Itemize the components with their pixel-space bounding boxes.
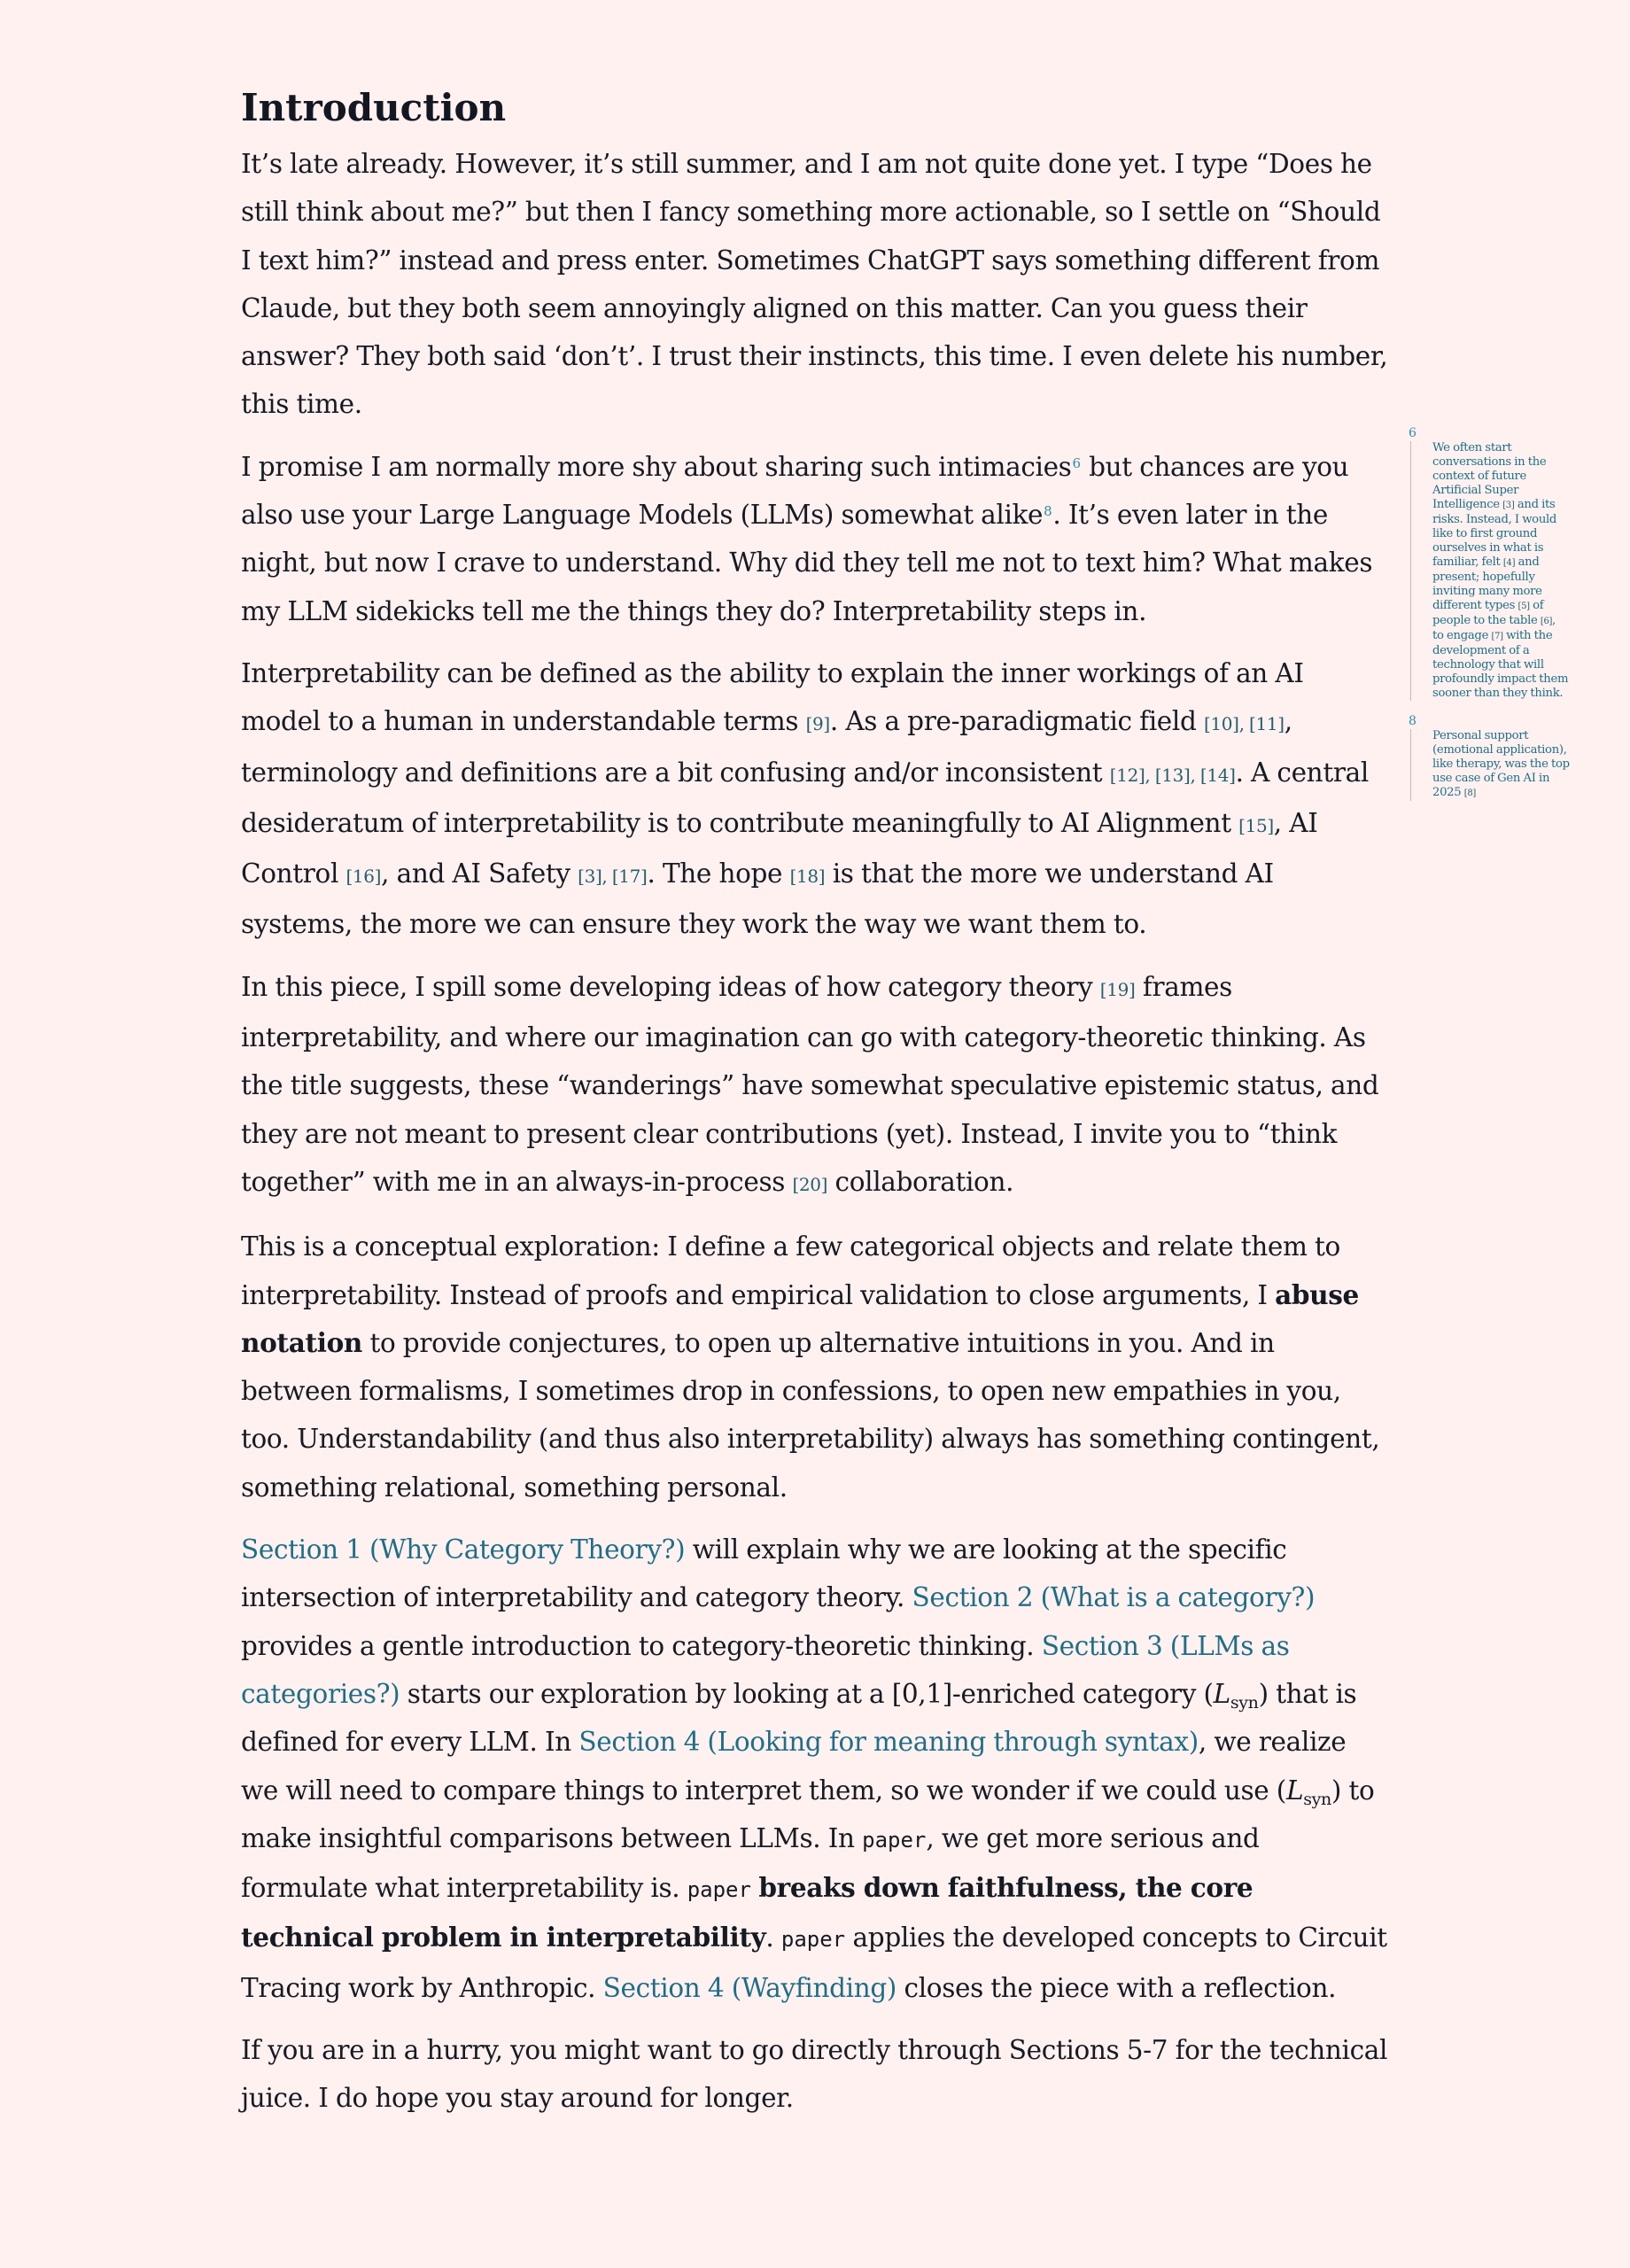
citation-5[interactable]: [5]	[1517, 602, 1530, 611]
citation-14[interactable]: [14]	[1199, 764, 1236, 786]
link-section-2[interactable]: Section 2 (What is a category?)	[912, 1582, 1316, 1613]
text-segment: but chances are you also use your Large Language Models (LLMs) somewhat alike	[241, 451, 1349, 531]
footnote-ref-6[interactable]: 6	[1072, 454, 1081, 471]
citation-15[interactable]: [15]	[1238, 814, 1274, 836]
paragraph-intimacies	[241, 443, 1389, 635]
text-segment: , terminology and definitions are a bit confusing and/or inconsistent	[241, 706, 1292, 788]
text-segment: applies the developed concepts to Circuit Tracing work by Anthropic.	[241, 1922, 1387, 2003]
text-segment: This is a conceptual exploration: I define a few categorical objects and relate them to interpretability. Instead of proofs and empirical validation to close arguments, I	[241, 1231, 1340, 1310]
text-segment: and its risks. Instead, I would like to first ground ourselves in what is familiar, felt	[1432, 498, 1557, 569]
text-segment: . As a pre-paradigmatic field	[829, 706, 1204, 737]
citation-11[interactable]: [11]	[1249, 713, 1285, 735]
paragraph-hurry: If you are in a hurry, you might want to go directly through Sections 5-7 for the technical juice. I do hope you stay around for longer.	[241, 2034, 1388, 2114]
text-segment: We often start conversations in the context of future Artificial Super Intelligence	[1432, 441, 1547, 511]
paragraph-interpretability-definition	[241, 649, 1389, 949]
citation-13[interactable]: [13]	[1154, 764, 1191, 786]
paragraph-this-piece	[241, 963, 1389, 1208]
code-paper: paper	[687, 1877, 751, 1903]
text-segment: collaboration.	[827, 1166, 1014, 1197]
citation-separator: ,	[1238, 713, 1250, 735]
sidenote-number: 6	[1409, 426, 1417, 440]
citation-8[interactable]: [8]	[1463, 788, 1477, 798]
text-segment: Personal support (emotional application), like therapy, was the top use case of Gen AI in 2025	[1432, 729, 1570, 799]
math-subscript: syn	[1303, 1789, 1331, 1809]
text-segment: , and AI Safety	[381, 858, 578, 889]
text-segment: . A central desideratum of interpretability is to contribute meaningfully to AI Alignment	[241, 757, 1369, 838]
text-segment: frames interpretability, and where our imagination can go with category-theoretic thinking. As the title suggests, these “wanderings” have somewhat speculative epistemic status, and they are not meant to present clear contributions (yet). Instead, I invite you to “think together” with me in an always-in-process	[241, 971, 1379, 1197]
sidenote-body	[1410, 729, 1570, 801]
citation-3[interactable]: [3]	[578, 866, 602, 888]
code-paper: paper	[780, 1927, 846, 1953]
citation-7[interactable]: [7]	[1491, 632, 1503, 641]
text-segment: In this piece, I spill some developing ideas of how category theory	[241, 971, 1100, 1002]
math-subscript: syn	[1230, 1692, 1259, 1713]
text-segment: ) to make insightful comparisons between LLMs. In	[241, 1775, 1375, 1853]
text-segment: starts our exploration by looking at a [0,1]-enriched category (	[400, 1678, 1214, 1709]
text-segment: . The hope	[647, 858, 790, 889]
link-section-wayfinding[interactable]: Section 4 (Wayfinding)	[602, 1972, 897, 2003]
sidenote-8	[1409, 713, 1570, 801]
math-l-syn	[1213, 1678, 1259, 1713]
math-symbol: L	[1285, 1775, 1304, 1806]
citation-20[interactable]: [20]	[792, 1173, 828, 1195]
text-segment: with the development of a technology that will profoundly impact them sooner than they think.	[1432, 629, 1569, 700]
text-segment: , we realize we will need to compare things to interpret them, so we wonder if we could use (	[241, 1727, 1347, 1806]
text-segment: of people to the table	[1432, 599, 1544, 627]
text-segment: will explain why we are looking at the specific intersection of interpretability and category theory.	[241, 1534, 1287, 1613]
citation-18[interactable]: [18]	[789, 866, 826, 888]
link-section-1[interactable]: Section 1 (Why Category Theory?)	[241, 1534, 686, 1565]
citation-9[interactable]: [9]	[805, 713, 830, 735]
sidenote-number: 8	[1409, 714, 1417, 728]
article	[241, 78, 1389, 2137]
math-l-syn	[1285, 1775, 1331, 1809]
text-segment: ) that is defined for every LLM. In	[241, 1678, 1357, 1758]
citation-4[interactable]: [4]	[1502, 558, 1516, 568]
text-segment: , to engage	[1432, 614, 1556, 642]
text-segment: . It’s even later in the night, but now I crave to understand. Why did they tell me not to text him? What makes my LLM sidekicks tell me the things they do? Interpretability steps in.	[241, 500, 1373, 626]
citation-12[interactable]: [12]	[1109, 764, 1145, 786]
paragraph-opening: It’s late already. However, it’s still summer, and I am not quite done yet. I type “Does he still think about me?” but then I fancy something more actionable, so I settle on “Should I text him?” instead and press enter. Sometimes ChatGPT says something different from Claude, but they both seem annoyingly aligned on this matter. Can you guess their answer? They both said ‘don’t’. I trust their instincts, this time. I even delete his number, this time.	[241, 149, 1388, 420]
citation-6[interactable]: [6]	[1540, 617, 1553, 626]
bold-abuse-notation: abuse notation	[241, 1278, 1359, 1358]
text-segment: closes the piece with a reflection.	[896, 1972, 1337, 2003]
citation-separator: ,	[1145, 764, 1155, 786]
sidenote-6	[1409, 425, 1570, 701]
text-segment: to provide conjectures, to open up alternative intuitions in you. And in between formalisms, I sometimes drop in confessions, to open new empathies in you, too. Understandability (and thus also interpretability) always has something contingent, something relational, something personal.	[241, 1327, 1380, 1503]
footnote-ref-8[interactable]: 8	[1044, 503, 1052, 520]
text-segment: I promise I am normally more shy about sharing such intimacies	[241, 451, 1072, 482]
text-segment: is that the more we understand AI systems, the more we can ensure they work the way we want them to.	[241, 858, 1274, 940]
citation-16[interactable]: [16]	[345, 866, 382, 888]
paragraph-conceptual-exploration	[241, 1223, 1389, 1511]
bold-faithfulness: breaks down faithfulness, the core technical problem in interpretability	[241, 1872, 1254, 1953]
sidenote-body	[1410, 441, 1570, 701]
math-symbol: L	[1213, 1678, 1230, 1709]
text-segment: , AI Control	[241, 807, 1318, 889]
text-segment: provides a gentle introduction to category-theoretic thinking.	[241, 1630, 1042, 1661]
citation-separator: ,	[1190, 764, 1200, 786]
code-paper: paper	[862, 1827, 927, 1852]
page-title: Introduction	[241, 86, 507, 129]
sidenotes	[1409, 425, 1570, 813]
text-segment: Interpretability can be defined as the ability to explain the inner workings of an AI model to a human in understandable terms	[241, 657, 1304, 737]
citation-19[interactable]: [19]	[1099, 978, 1136, 1000]
citation-10[interactable]: [10]	[1203, 713, 1239, 735]
link-section-3[interactable]: Section 3 (LLMs as categories?)	[241, 1630, 1290, 1709]
citation-separator: ,	[602, 866, 612, 888]
citation-17[interactable]: [17]	[611, 866, 648, 888]
text-segment: , we get more serious and formulate what interpretability is.	[241, 1822, 1260, 1904]
paragraph-section-overview	[241, 1526, 1389, 2012]
text-segment: and present; hopefully inviting many more different types	[1432, 555, 1542, 612]
text-segment: .	[765, 1922, 781, 1953]
link-section-4[interactable]: Section 4 (Looking for meaning through syntax)	[578, 1727, 1199, 1758]
citation-3[interactable]: [3]	[1502, 501, 1515, 510]
